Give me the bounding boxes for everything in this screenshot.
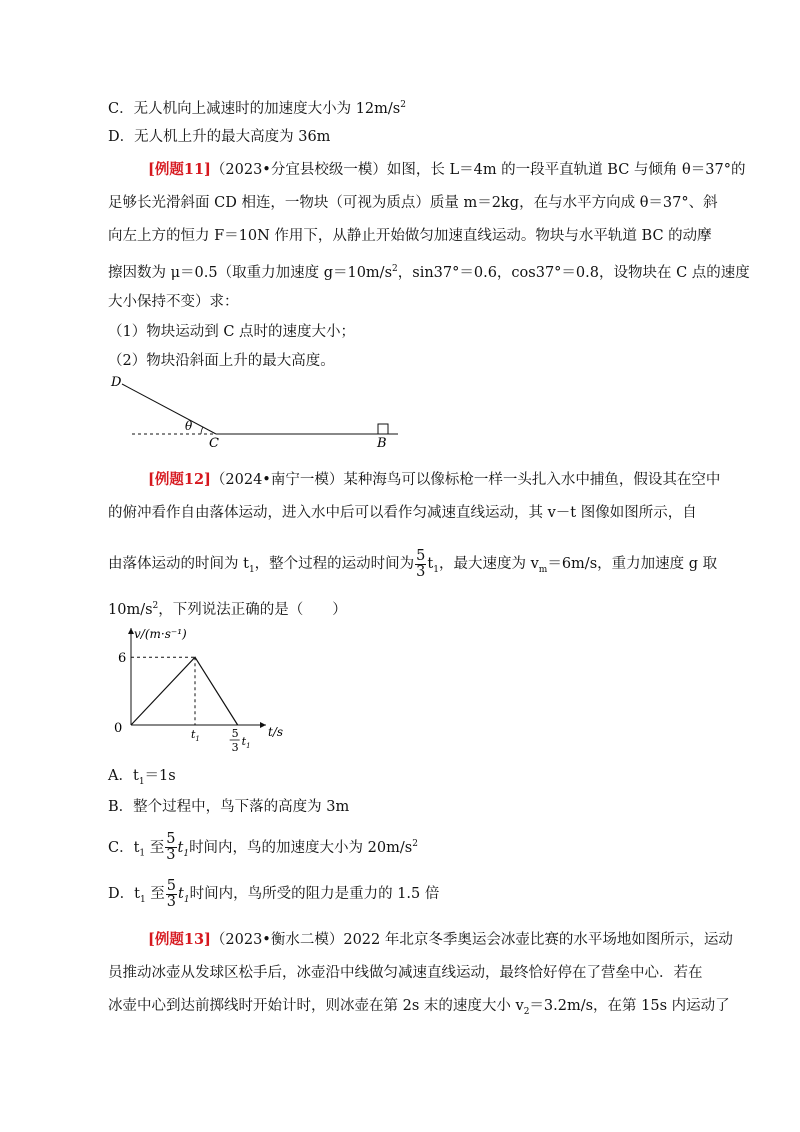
q13-line1 — [148, 930, 733, 950]
vt-chart — [108, 620, 308, 760]
q12-line4-sup: 2 — [152, 601, 159, 611]
q11-line2: 足够长光滑斜面 CD 相连，一物块（可视为质点）质量 m＝2kg，在与水平方向成 θ＝37°、斜 — [108, 195, 718, 211]
label-c: C — [209, 436, 219, 448]
q13-line1-text: （2023•衡水二模）2022 年北京冬季奥运会冰壶比赛的水平场地如图所示，运动 — [210, 932, 733, 948]
q11-sub2: （2）物块沿斜面上升的最大高度。 — [108, 353, 335, 369]
q11-line1-text: （2023•分宜县校级一模）如图，长 L＝4m 的一段平直轨道 BC 与倾角 θ＝37°的 — [210, 162, 746, 178]
q11-line4 — [108, 259, 750, 283]
q12-line4b: ，下列说法正确的是（ ） — [158, 601, 347, 618]
q11-line3: 向左上方的恒力 F＝10N 作用下，从静止开始做匀加速直线运动。物块与水平轨道 BC 的动摩 — [108, 228, 712, 244]
q12-line3 — [108, 546, 717, 588]
q12-option-d-frac-den: 3 — [166, 893, 177, 910]
origin-label: 0 — [114, 721, 123, 736]
x-tick-frac-num: 5 — [231, 727, 239, 740]
x-tick-t1: $t_1$ — [191, 728, 200, 743]
option-c-prev-text: C．无人机向上减速时的加速度大小为 12m/s — [108, 100, 401, 117]
q11-line4-sup: 2 — [392, 264, 398, 274]
q11-line4b: ，sin37°＝0.6，cos37°＝0.8，设物块在 C 点的速度 — [397, 264, 750, 281]
x-axis-label: t/s — [268, 725, 284, 739]
q12-option-d — [108, 876, 439, 918]
q11-line1 — [148, 160, 745, 180]
q12-fraction — [415, 549, 426, 580]
q12-option-b: B．整个过程中，鸟下落的高度为 3m — [108, 799, 350, 815]
q12-option-c-mid: 至 — [145, 839, 165, 856]
q12-option-c-frac-num: 5 — [166, 831, 176, 848]
q13-tag: [例题13] — [148, 931, 211, 948]
q12-line3c-sub: 1 — [433, 564, 439, 575]
q12-option-d-pre: D．t — [108, 886, 140, 902]
q11-sub1: （1）物块运动到 C 点时的速度大小； — [108, 324, 356, 340]
q12-frac-num: 5 — [416, 547, 426, 564]
q13-line3 — [108, 996, 730, 1022]
label-b: B — [377, 436, 387, 448]
q12-line3b: ，整个过程的运动时间为 — [254, 556, 415, 572]
peak-value-label: 6 — [118, 651, 127, 667]
q12-option-a-sub: 1 — [138, 776, 145, 787]
option-d-prev: D．无人机上升的最大高度为 36m — [108, 129, 331, 145]
q12-line3e: ＝6m/s，重力加速度 g 取 — [547, 556, 718, 572]
y-axis-label: v/(m·s⁻¹) — [134, 627, 187, 641]
q12-option-d-post: 时间内，鸟所受的阻力是重力的 1.5 倍 — [189, 886, 440, 902]
q12-option-c-post: 时间内，鸟的加速度大小为 20m/s — [189, 839, 413, 856]
label-d: D — [111, 375, 122, 390]
q12-line3a: 由落体运动的时间为 t — [108, 556, 249, 572]
q13-line3-sub: 2 — [523, 1006, 530, 1017]
q12-option-c-sub: 1 — [139, 848, 146, 859]
option-c-prev-sup: 2 — [400, 100, 406, 110]
q11-line4a: 擦因数为 μ＝0.5（取重力加速度 g＝10m/s — [108, 264, 393, 281]
q12-option-a — [108, 766, 176, 792]
q13-line2: 员推动冰壶从发球区松手后，冰壶沿中线做匀减速直线运动，最终恰好停在了营垒中心．若在 — [108, 965, 703, 981]
q12-line3d: ，最大速度为 v — [438, 556, 539, 572]
q12-option-d-frac — [166, 879, 177, 910]
q12-option-d-sub: 1 — [139, 894, 146, 905]
incline-cd — [122, 384, 216, 434]
q12-option-c-frac — [165, 832, 176, 863]
q12-line3-sub: 1 — [248, 564, 255, 575]
q12-option-d-mid: 至 — [145, 886, 165, 902]
q12-line1-text: （2024•南宁一模）某种海鸟可以像标枪一样一头扎入水中捕鱼，假设其在空中 — [210, 472, 721, 488]
q12-line4a: 10m/s — [108, 601, 153, 618]
q12-frac-den: 3 — [416, 563, 426, 580]
q12-option-c-t: $t_1$ — [177, 839, 190, 859]
angle-arc — [201, 427, 203, 434]
x-tick-5-3-t1 — [230, 727, 251, 754]
q12-option-c-sup: 2 — [412, 839, 418, 849]
q12-option-a-pre: A．t — [108, 768, 139, 784]
x-tick-t: $t_1$ — [241, 735, 251, 750]
q13-line3b: ＝3.2m/s，在第 15s 内运动了 — [529, 998, 730, 1014]
q12-line1 — [148, 470, 720, 490]
velocity-series-line — [131, 657, 238, 725]
q12-line3d-sub: m — [538, 564, 548, 575]
q12-tag: [例题12] — [148, 471, 211, 488]
q12-option-d-t: $t_1$ — [178, 886, 190, 905]
option-c-prev — [108, 95, 406, 119]
label-theta: θ — [185, 419, 193, 433]
q12-option-c — [108, 826, 418, 872]
q12-line4 — [108, 596, 347, 620]
q13-line3a: 冰壶中心到达前掷线时开始计时，则冰壶在第 2s 末的速度大小 v — [108, 998, 524, 1014]
q12-option-d-frac-num: 5 — [166, 877, 177, 894]
q12-option-a-post: ＝1s — [144, 768, 176, 784]
q12-option-c-pre: C．t — [108, 839, 140, 856]
x-tick-frac-den: 3 — [231, 741, 239, 754]
q11-line5: 大小保持不变）求： — [108, 294, 239, 310]
q12-line2: 的俯冲看作自由落体运动，进入水中后可以看作匀减速直线运动，其 v－t 图像如图所示，自 — [108, 505, 697, 521]
block — [378, 424, 388, 434]
q11-figure — [108, 372, 408, 448]
q12-option-c-frac-den: 3 — [166, 847, 176, 864]
q11-tag: [例题11] — [148, 161, 211, 178]
q12-line3c: t — [427, 556, 434, 572]
